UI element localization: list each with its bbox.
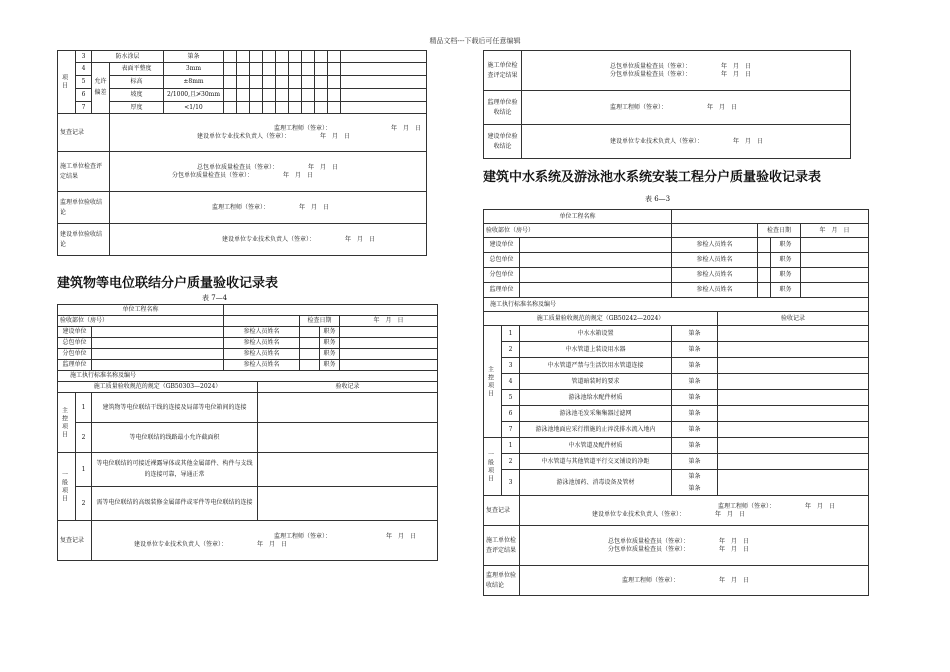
table-row (58, 371, 438, 382)
inspect-date-value: 年 月 日 (340, 316, 438, 327)
table-row (58, 423, 438, 453)
project-name-label: 单位工程名称 (58, 305, 224, 316)
table-row (58, 382, 438, 393)
left-bottom-table-wrap (57, 304, 438, 561)
table-row (58, 360, 438, 371)
supervision-label: 监理单位验收结论 (484, 566, 520, 596)
owner-signature: 建设单位专业技术负责人（签章）： 年 月 日 (522, 125, 851, 159)
item-number: 3 (502, 358, 520, 374)
table-row (484, 390, 869, 406)
row-item: 厚度 (110, 102, 164, 114)
row-value: 3mm (164, 63, 224, 76)
review-label: 复查记录 (484, 496, 520, 526)
owner-signature: 建设单位专业技术负责人（签章）： 年 月 日 (110, 224, 427, 256)
construction-signature: 总包单位质量检查员（签章）： 年 月 日 分包单位质量检查员（签章）： 年 月 日 (110, 152, 427, 192)
item-number: 2 (502, 342, 520, 358)
item-text: 游泳池给水配件材质 (520, 390, 672, 406)
row-value: <1/10 (164, 102, 224, 114)
row-item: 标高 (110, 76, 164, 89)
inspector-label: 参检人员姓名 (672, 253, 758, 268)
table-row (58, 102, 427, 114)
item-clause: 第条 (672, 358, 718, 374)
position-label: 职务 (320, 349, 340, 360)
item-number: 6 (502, 406, 520, 422)
standard-label: 施工执行标准名称及编号 (58, 371, 438, 382)
table-row (58, 327, 438, 338)
position-label: 职务 (771, 253, 801, 268)
item-text: 中水管道与其他管道平行交叉铺设的净距 (520, 454, 672, 470)
table-row (58, 305, 438, 316)
side-label: 项目 (58, 51, 76, 114)
watermark-header: 精品文档---下载后可任意编辑 (429, 37, 521, 45)
unit-label: 建设单位 (484, 238, 520, 253)
inspect-date-label: 检查日期 (758, 224, 801, 238)
review-row (484, 496, 869, 526)
supervision-label: 监理单位验收结论 (58, 192, 110, 224)
inspector-label: 参检人员姓名 (224, 360, 300, 371)
table-row (58, 487, 438, 521)
construction-row (484, 51, 851, 91)
construction-signature: 总包单位质量检查员（签章）： 年 月 日 分包单位质量检查员（签章）： 年 月 日 (522, 51, 851, 91)
item-clause: 第条 (672, 438, 718, 454)
table-row (484, 438, 869, 454)
table-row (484, 210, 869, 224)
inspector-label: 参检人员姓名 (224, 349, 300, 360)
item-text: 中水管道上装设用水器 (520, 342, 672, 358)
table-row (484, 374, 869, 390)
unit-label: 总包单位 (484, 253, 520, 268)
review-signature: 监理工程师（签章）： 年 月 日 建设单位专业技术负责人（签章）： 年 月 日 (110, 114, 427, 152)
item-text: 等电位联结的可接近裸露导体或其他金属部件、构件与支线的连接可靠，导通正常 (92, 453, 258, 487)
item-number: 5 (502, 390, 520, 406)
table-row (58, 349, 438, 360)
row-number: 5 (76, 76, 92, 89)
right-bottom-table (483, 209, 869, 596)
review-label: 复查记录 (58, 521, 92, 561)
item-number: 2 (76, 487, 92, 521)
inspect-date-label: 检查日期 (300, 316, 340, 327)
position-label: 职务 (771, 268, 801, 283)
table-row (484, 253, 869, 268)
record-header: 验收记录 (258, 382, 438, 393)
right-bottom-title: 建筑中水系统及游泳池水系统安装工程分户质量验收记录表 (483, 170, 822, 185)
general-label: 一般项目 (484, 438, 502, 496)
table-row (484, 238, 869, 253)
table-row (484, 268, 869, 283)
supervision-label: 监理单位验收结论 (484, 91, 522, 125)
table-row (484, 312, 869, 326)
unit-label: 分包单位 (58, 349, 92, 360)
item-text: 等电位联结的线路最小允许截面积 (92, 423, 258, 453)
inspector-label: 参检人员姓名 (224, 338, 300, 349)
left-top-table (57, 50, 427, 256)
item-number: 4 (502, 374, 520, 390)
table-row (484, 298, 869, 312)
inspection-part-label: 验收部位（房号） (58, 316, 224, 327)
supervision-row (58, 192, 427, 224)
item-clause: 第条 (672, 374, 718, 390)
review-row (58, 114, 427, 152)
position-label: 职务 (320, 327, 340, 338)
project-name-label: 单位工程名称 (484, 210, 672, 224)
table-row (58, 453, 438, 487)
owner-label: 建设单位验收结论 (58, 224, 110, 256)
item-text: 游泳池毛发采集集器过滤网 (520, 406, 672, 422)
item-number: 1 (76, 393, 92, 423)
item-number: 1 (502, 438, 520, 454)
left-bottom-table-number: 表 7—4 (202, 294, 228, 302)
supervision-signature: 监理工程师（签章）： 年 月 日 (110, 192, 427, 224)
left-bottom-table (57, 304, 438, 561)
table-row (58, 76, 427, 89)
row-number: 4 (76, 63, 92, 76)
table-row (484, 283, 869, 298)
construction-label: 施工单位检查评定结果 (484, 51, 522, 91)
table-row (484, 470, 869, 496)
item-text: 游泳池加药、消毒设备及管材 (520, 470, 672, 496)
item-text: 游泳池地面应采行措施的止淬洗排水流入地内 (520, 422, 672, 438)
table-row (484, 224, 869, 238)
table-row (484, 422, 869, 438)
spec-header: 施工质量验收规范的规定（GB50303—2024） (58, 382, 258, 393)
item-clause: 第条 (672, 454, 718, 470)
unit-label: 监理单位 (58, 360, 92, 371)
table-row (484, 326, 869, 342)
right-top-table (483, 50, 851, 159)
position-label: 职务 (771, 238, 801, 253)
table-row (58, 393, 438, 423)
item-clause: 第条 (672, 422, 718, 438)
unit-label: 总包单位 (58, 338, 92, 349)
review-signature: 监理工程师（签章）： 年 月 日 建设单位专业技术负责人（签章）： 年 月 日 (92, 521, 438, 561)
row-item: 防水涂层 (92, 51, 164, 63)
item-text: 管道暗装时的要求 (520, 374, 672, 390)
unit-label: 建设单位 (58, 327, 92, 338)
table-row (58, 338, 438, 349)
item-number: 1 (76, 453, 92, 487)
left-top-table-wrap (57, 50, 427, 256)
main-control-label: 主控项目 (484, 326, 502, 438)
record-header: 验收记录 (718, 312, 869, 326)
left-bottom-title: 建筑物等电位联结分户质量验收记录表 (57, 276, 279, 291)
table-row (484, 358, 869, 374)
right-bottom-table-number: 表 6—3 (645, 195, 671, 203)
table-row (484, 342, 869, 358)
unit-label: 分包单位 (484, 268, 520, 283)
construction-label: 施工单位检查评定结果 (58, 152, 110, 192)
table-row (58, 89, 427, 102)
supervision-row (484, 566, 869, 596)
inspect-date-value: 年 月 日 (801, 224, 869, 238)
item-clause: 第条 (672, 342, 718, 358)
position-label: 职务 (320, 338, 340, 349)
item-text: 需等电位联结的高级装修金属部件或零件等电位联结的连接 (92, 487, 258, 521)
table-row (58, 63, 427, 76)
right-top-table-wrap (483, 50, 851, 159)
inspector-label: 参检人员姓名 (672, 283, 758, 298)
row-number: 6 (76, 89, 92, 102)
allowed-deviation-label: 允许 偏差 (92, 63, 110, 114)
item-text: 中水管道严禁与生活饮用水管道连接 (520, 358, 672, 374)
supervision-signature: 监理工程师（签章）： 年 月 日 (522, 91, 851, 125)
owner-row (58, 224, 427, 256)
item-text: 中水水箱设置 (520, 326, 672, 342)
row-number: 7 (76, 102, 92, 114)
owner-row (484, 125, 851, 159)
item-clause: 第条 第条 (672, 470, 718, 496)
right-bottom-table-wrap (483, 209, 869, 596)
item-clause: 第条 (672, 326, 718, 342)
item-number: 7 (502, 422, 520, 438)
row-item: 坡度 (110, 89, 164, 102)
owner-label: 建设单位验收结论 (484, 125, 522, 159)
item-number: 2 (76, 423, 92, 453)
construction-signature: 总包单位质量检查员（签章）： 年 月 日 分包单位质量检查员（签章）： 年 月 日 (520, 526, 869, 566)
supervision-row (484, 91, 851, 125)
item-clause: 第条 (672, 406, 718, 422)
spec-header: 施工质量验收规范的规定（GB50242—2024） (484, 312, 718, 326)
review-signature: 监理工程师（签章）： 年 月 日 建设单位专业技术负责人（签章）： 年 月 日 (520, 496, 869, 526)
review-label: 复查记录 (58, 114, 110, 152)
item-number: 1 (502, 326, 520, 342)
general-label: 一般项目 (58, 453, 76, 521)
table-row (484, 454, 869, 470)
row-number: 3 (76, 51, 92, 63)
row-value: ±8mm (164, 76, 224, 89)
main-control-label: 主控项目 (58, 393, 76, 453)
inspector-label: 参检人员姓名 (672, 238, 758, 253)
position-label: 职务 (771, 283, 801, 298)
inspector-label: 参检人员姓名 (672, 268, 758, 283)
row-item: 表面平整度 (110, 63, 164, 76)
item-text: 建筑物等电位联结干线的连接及局部等电位箱间的连接 (92, 393, 258, 423)
unit-label: 监理单位 (484, 283, 520, 298)
row-value: 第条 (164, 51, 224, 63)
supervision-signature: 监理工程师（签章）： 年 月 日 (520, 566, 869, 596)
item-text: 中水管道及配件材质 (520, 438, 672, 454)
standard-label: 施工执行标准名称及编号 (484, 298, 869, 312)
construction-label: 施工单位检查评定结果 (484, 526, 520, 566)
inspector-label: 参检人员姓名 (224, 327, 300, 338)
inspection-part-label: 验收部位（房号） (484, 224, 672, 238)
item-number: 3 (502, 470, 520, 496)
review-row (58, 521, 438, 561)
table-row (58, 316, 438, 327)
table-row (58, 51, 427, 63)
construction-row (58, 152, 427, 192)
construction-row (484, 526, 869, 566)
position-label: 职务 (320, 360, 340, 371)
item-clause: 第条 (672, 390, 718, 406)
row-value: 2/1000,且≯30mm (164, 89, 224, 102)
table-row (484, 406, 869, 422)
item-number: 2 (502, 454, 520, 470)
